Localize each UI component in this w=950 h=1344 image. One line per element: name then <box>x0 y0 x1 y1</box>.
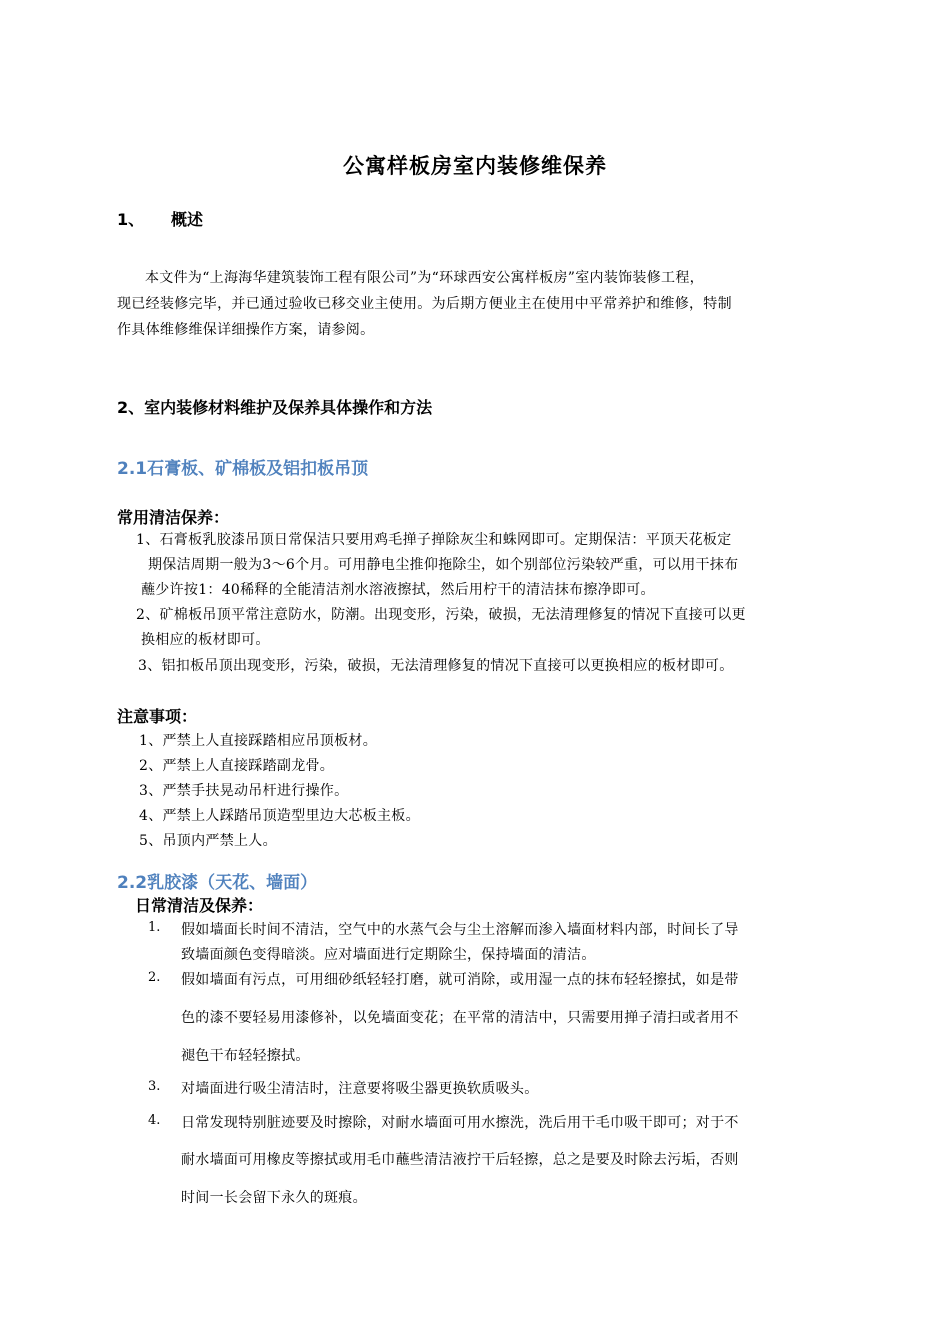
cleaning-line-2: 期保洁周期一般为3～6个月。可用静电尘推仰拖除尘，如个别部位污染较严重，可以用干抹布 <box>148 557 739 573</box>
section1-paragraph-line-1: 本文件为“上海海华建筑装饰工程有限公司”为“环球西安公寓样板房”室内装饰装修工程， <box>145 270 704 286</box>
note-item-5: 5、吊顶内严禁上人。 <box>139 833 277 849</box>
cleaning-line-4: 2、矿棉板吊顶平常注意防水，防潮。出现变形，污染，破损，无法清理修复的情况下直接可以更 <box>136 607 746 623</box>
item-line: 日常发现特别脏迹要及时擦除，对耐水墙面可用水擦洗，洗后用干毛巾吸干即可；对于不 <box>181 1115 739 1131</box>
note-item-4: 4、严禁上人踩踏吊顶造型里边大芯板主板。 <box>139 808 420 824</box>
section1-paragraph-line-2: 现已经装修完毕，并已通过验收已移交业主使用。为后期方便业主在使用中平常养护和维修，特制 <box>117 296 732 312</box>
section22-subheading: 日常清洁及保养： <box>135 896 264 915</box>
item-number: 3. <box>148 1079 161 1094</box>
cleaning-line-3: 蘸少许按1：40稀释的全能清洁剂水溶液擦拭，然后用柠干的清洁抹布擦净即可。 <box>141 582 655 598</box>
cleaning-line-1: 1、石膏板乳胶漆吊顶日常保洁只要用鸡毛掸子掸除灰尘和蛛网即可。定期保洁：平顶天花板定 <box>136 532 732 548</box>
item-line: 色的漆不要轻易用漆修补，以免墙面变花；在平常的清洁中，只需要用掸子清扫或者用不 <box>181 1010 739 1026</box>
item-line: 时间一长会留下永久的斑痕。 <box>181 1190 367 1206</box>
section2-heading: 2、室内装修材料维护及保养具体操作和方法 <box>117 398 433 417</box>
item-line: 对墙面进行吸尘清洁时，注意要将吸尘器更换软质吸头。 <box>181 1081 539 1097</box>
document-title: 公寓样板房室内装修维保养 <box>343 154 607 178</box>
cleaning-line-5: 换相应的板材即可。 <box>141 632 270 648</box>
section1-paragraph-line-3: 作具体维修维保详细操作方案，请参阅。 <box>117 322 375 338</box>
item-line: 褪色干布轻轻擦拭。 <box>181 1048 310 1064</box>
section22-heading: 2.2乳胶漆（天花、墙面） <box>117 873 318 893</box>
note-item-2: 2、严禁上人直接踩踏副龙骨。 <box>139 758 335 774</box>
item-number: 1. <box>148 920 161 935</box>
item-line: 耐水墙面可用橡皮等擦拭或用毛巾蘸些清洁液拧干后轻擦，总之是要及时除去污垢，否则 <box>181 1152 739 1168</box>
section21-heading: 2.1石膏板、矿棉板及铝扣板吊顶 <box>117 459 369 479</box>
notes-heading: 注意事项： <box>117 707 198 726</box>
section1-number: 1、 <box>117 210 145 229</box>
item-number: 2. <box>148 970 161 985</box>
item-line: 假如墙面有污点，可用细砂纸轻轻打磨，就可消除，或用湿一点的抹布轻轻擦拭，如是带 <box>181 972 739 988</box>
item-line: 假如墙面长时间不清洁，空气中的水蒸气会与尘土溶解而渗入墙面材料内部，时间长了导 <box>181 922 739 938</box>
item-line: 致墙面颜色变得暗淡。应对墙面进行定期除尘，保持墙面的清洁。 <box>181 947 596 963</box>
item-number: 4. <box>148 1113 161 1128</box>
note-item-1: 1、严禁上人直接踩踏相应吊顶板材。 <box>139 733 378 749</box>
cleaning-line-6: 3、铝扣板吊顶出现变形，污染，破损，无法清理修复的情况下直接可以更换相应的板材即可。 <box>138 658 734 674</box>
note-item-3: 3、严禁手扶晃动吊杆进行操作。 <box>139 783 349 799</box>
section1-heading: 概述 <box>171 210 204 229</box>
cleaning-heading: 常用清洁保养： <box>117 508 230 527</box>
